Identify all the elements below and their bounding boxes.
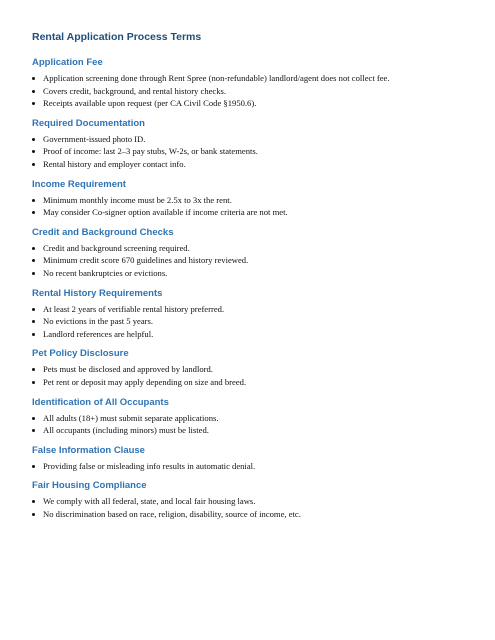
bullet-text: Proof of income: last 2–3 pay stubs, W-2s, or bank statements. bbox=[43, 146, 258, 157]
section bbox=[32, 179, 465, 219]
bullet-icon bbox=[32, 90, 35, 93]
bullet-text: Covers credit, background, and rental history checks. bbox=[43, 85, 227, 96]
bullet-icon bbox=[32, 320, 35, 323]
bullet-icon bbox=[32, 163, 35, 166]
document-title: Rental Application Process Terms bbox=[32, 31, 202, 43]
bullet-item bbox=[32, 206, 465, 219]
bullet-icon bbox=[32, 500, 35, 503]
section bbox=[32, 445, 465, 473]
section-heading: Credit and Background Checks bbox=[32, 226, 174, 238]
section bbox=[32, 397, 465, 437]
bullet-text: No discrimination based on race, religion, disability, source of income, etc. bbox=[43, 508, 301, 519]
bullet-text: Rental history and employer contact info. bbox=[43, 158, 186, 169]
section-heading: Required Documentation bbox=[32, 117, 145, 129]
bullet-item bbox=[32, 194, 465, 207]
bullet-text: Providing false or misleading info results in automatic denial. bbox=[43, 460, 256, 471]
section bbox=[32, 118, 465, 171]
bullet-item bbox=[32, 133, 465, 146]
bullet-icon bbox=[32, 199, 35, 202]
bullet-list bbox=[32, 412, 465, 437]
section bbox=[32, 348, 465, 388]
bullet-list bbox=[32, 495, 465, 520]
bullet-item bbox=[32, 508, 465, 521]
bullet-item bbox=[32, 412, 465, 425]
bullet-item bbox=[32, 303, 465, 316]
bullet-item bbox=[32, 242, 465, 255]
bullet-icon bbox=[32, 211, 35, 214]
bullet-item bbox=[32, 495, 465, 508]
bullet-text: Credit and background screening required. bbox=[43, 242, 190, 253]
bullet-item bbox=[32, 363, 465, 376]
section bbox=[32, 57, 465, 110]
bullet-icon bbox=[32, 368, 35, 371]
bullet-icon bbox=[32, 77, 35, 80]
bullet-text: Minimum monthly income must be 2.5x to 3x the rent. bbox=[43, 194, 232, 205]
section-heading: False Information Clause bbox=[32, 444, 145, 456]
bullet-item bbox=[32, 267, 465, 280]
section-heading: Identification of All Occupants bbox=[32, 396, 169, 408]
section bbox=[32, 480, 465, 520]
bullet-item bbox=[32, 376, 465, 389]
bullet-text: Application screening done through Rent Spree (non-refundable) landlord/agent does not collect fee. bbox=[43, 73, 390, 83]
section bbox=[32, 288, 465, 341]
bullet-list bbox=[32, 460, 465, 473]
bullet-list bbox=[32, 72, 465, 110]
sections-container bbox=[32, 57, 465, 520]
bullet-icon bbox=[32, 272, 35, 275]
bullet-text: No recent bankruptcies or evictions. bbox=[43, 267, 168, 278]
section-heading: Income Requirement bbox=[32, 178, 126, 190]
bullet-icon bbox=[32, 429, 35, 432]
bullet-item bbox=[32, 460, 465, 473]
bullet-list bbox=[32, 242, 465, 280]
bullet-list bbox=[32, 303, 465, 341]
bullet-item bbox=[32, 85, 465, 98]
bullet-item bbox=[32, 158, 465, 171]
bullet-item bbox=[32, 145, 465, 158]
bullet-item bbox=[32, 72, 465, 85]
bullet-text: Pet rent or deposit may apply depending on size and breed. bbox=[43, 376, 247, 387]
bullet-text: May consider Co-signer option available if income criteria are not met. bbox=[43, 207, 288, 218]
bullet-item bbox=[32, 424, 465, 437]
bullet-item bbox=[32, 254, 465, 267]
bullet-icon bbox=[32, 465, 35, 468]
bullet-text: Receipts available upon request (per CA Civil Code §1950.6). bbox=[43, 98, 257, 109]
section-heading: Rental History Requirements bbox=[32, 287, 163, 299]
bullet-item bbox=[32, 315, 465, 328]
bullet-list bbox=[32, 194, 465, 219]
bullet-text: All occupants (including minors) must be listed. bbox=[43, 425, 209, 436]
section-heading: Pet Policy Disclosure bbox=[32, 348, 129, 360]
bullet-text: Government-issued photo ID. bbox=[43, 133, 146, 144]
bullet-icon bbox=[32, 138, 35, 141]
bullet-text: Pets must be disclosed and approved by landlord. bbox=[43, 364, 213, 375]
bullet-list bbox=[32, 133, 465, 171]
bullet-icon bbox=[32, 308, 35, 311]
bullet-text: At least 2 years of verifiable rental history preferred. bbox=[43, 303, 225, 314]
bullet-icon bbox=[32, 381, 35, 384]
bullet-icon bbox=[32, 417, 35, 420]
section-heading: Application Fee bbox=[32, 57, 103, 68]
section bbox=[32, 227, 465, 280]
bullet-text: All adults (18+) must submit separate applications. bbox=[43, 412, 219, 423]
bullet-icon bbox=[32, 333, 35, 336]
bullet-text: Landlord references are helpful. bbox=[43, 328, 154, 339]
bullet-icon bbox=[32, 247, 35, 250]
bullet-icon bbox=[32, 150, 35, 153]
bullet-item bbox=[32, 97, 465, 110]
bullet-list bbox=[32, 363, 465, 388]
bullet-icon bbox=[32, 102, 35, 105]
bullet-text: No evictions in the past 5 years. bbox=[43, 316, 154, 327]
bullet-icon bbox=[32, 513, 35, 516]
bullet-icon bbox=[32, 259, 35, 262]
bullet-text: Minimum credit score 670 guidelines and history reviewed. bbox=[43, 255, 249, 266]
bullet-text: We comply with all federal, state, and local fair housing laws. bbox=[43, 496, 256, 507]
bullet-item bbox=[32, 328, 465, 341]
section-heading: Fair Housing Compliance bbox=[32, 480, 147, 492]
